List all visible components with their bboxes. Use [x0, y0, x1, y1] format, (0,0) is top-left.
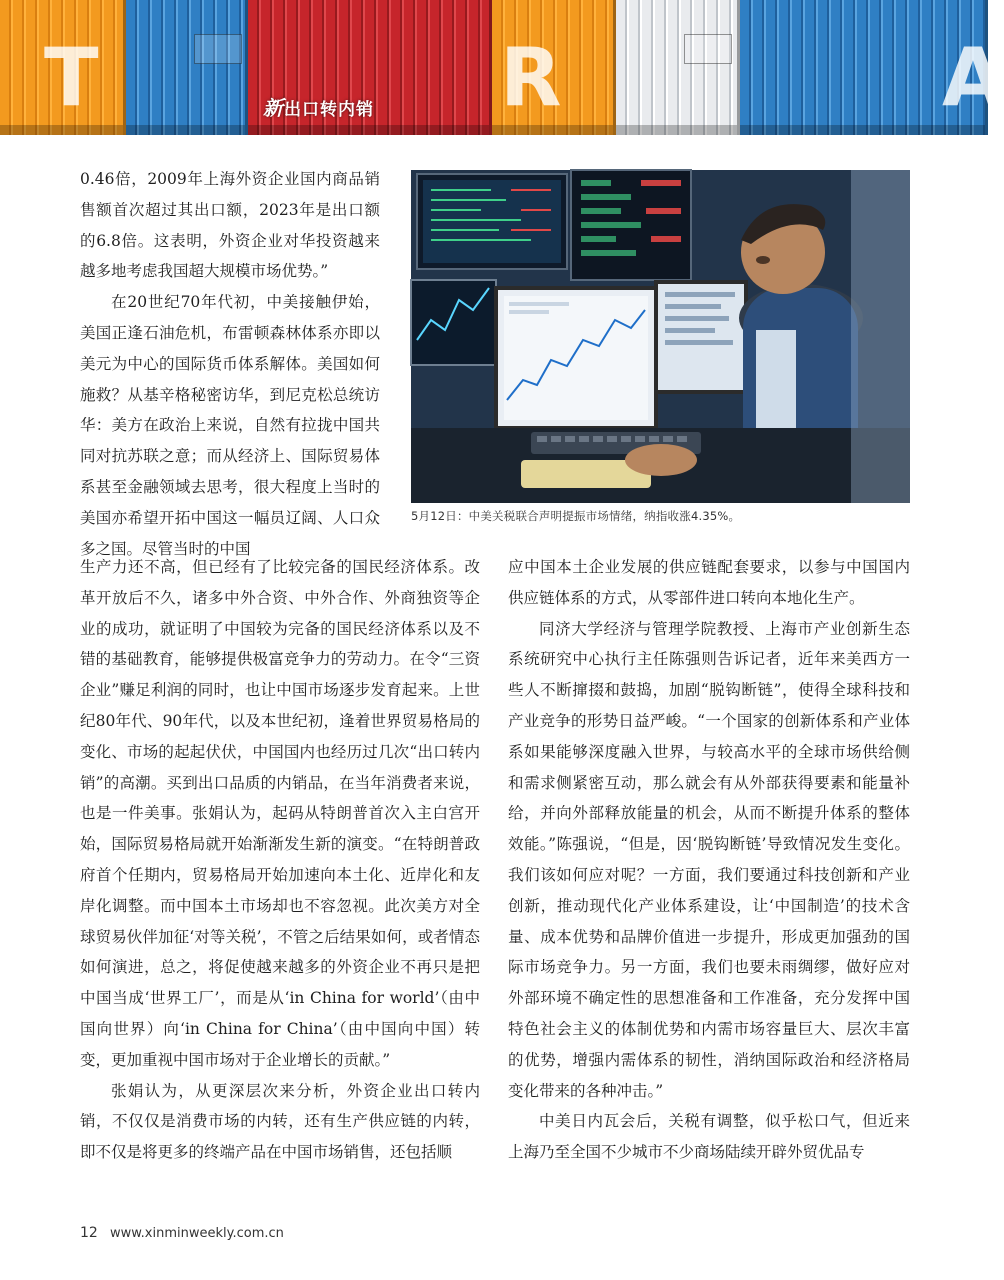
banner-letter: A	[942, 31, 1004, 124]
header-banner	[0, 0, 1004, 135]
section-title	[263, 92, 374, 121]
trader-photo-illustration	[411, 170, 910, 503]
section-prefix: 新	[263, 96, 284, 120]
article-column-right	[508, 552, 910, 1168]
website-link[interactable]: www.xinminweekly.com.cn	[109, 1226, 284, 1241]
paragraph: 生产力还不高，但已经有了比较完备的国民经济体系。改革开放后不久，诸多中外合资、中外合作、外商独资等企业的成功，就证明了中国较为完备的国民经济体系以及不错的基础教育，能够提供极富竞争力的劳动力。在令“三资企业”赚足利润的同时，也让中国市场逐步发育起来。上世纪80年代、90年代，以及本世纪初，逢着世界贸易格局的变化、市场的起起伏伏，中国国内也经历过几次“出口转内销”的高潮。买到出口品质的内销品，在当年消费者来说，也是一件美事。张娟认为，起码从特朗普首次入主白宫开始，国际贸易格局就开始渐渐发生新的演变。“在特朗普政府首个任期内，贸易格局开始加速向本土化、近岸化和友岸化调整。而中国本土市场却也不容忽视。此次美方对全球贸易伙伴加征‘对等关税’，不管之后结果如何，或者情态如何演进，总之，将促使越来越多的外资企业不再只是把中国当成‘世界工厂’，而是从‘in China for world’（由中国向世界）向‘in China for China’（由中国向中国）转变，更加重视中国市场对于企业增长的贡献。”	[80, 558, 480, 1069]
container-plate	[684, 34, 732, 64]
paragraph: 同济大学经济与管理学院教授、上海市产业创新生态系统研究中心执行主任陈强则告诉记者，近年来美西方一些人不断撺掇和鼓捣，加剧“脱钩断链”，使得全球科技和产业竞争的形势日益严峻。“一个国家的创新体系和产业体系如果能够深度融入世界，与较高水平的全球市场供给侧和需求侧紧密互动，那么就会有从外部获得要素和能量补给，并向外部释放能量的机会，从而不断提升体系的整体效能。”陈强说，“但是，因‘脱钩断链’导致情况发生变化。我们该如何应对呢？一方面，我们要通过科技创新和产业创新，推动现代化产业体系建设，让‘中国制造’的技术含量、成本优势和品牌价值进一步提升，形成更加强劲的国际市场竞争力。另一方面，我们也要未雨绸缪，做好应对外部环境不确定性的思想准备和工作准备，充分发挥中国特色社会主义的体制优势和内需市场容量巨大、层次丰富的优势，增强内需体系的韧性，消纳国际政治和经济格局变化带来的各种冲击。”	[508, 619, 910, 1100]
paragraph: 中美日内瓦会后，关税有调整，似乎松口气，但近来上海乃至全国不少城市不少商场陆续开辟外贸优品专	[508, 1112, 910, 1162]
section-title-text: 出口转内销	[284, 100, 374, 120]
paragraph: 在20世纪70年代初，中美接触伊始，美国正逢石油危机，布雷顿森林体系亦即以美元为中心的国际货币体系解体。美国如何施救？从基辛格秘密访华，到尼克松总统访华：美方在政治上来说，自然有拉拢中国共同对抗苏联之意；而从经济上、国际贸易体系甚至金融领域去思考，很大程度上当时的美国亦希望开拓中国这一幅员辽阔、人口众多之国。尽管当时的中国	[80, 293, 380, 558]
container-blue	[126, 0, 248, 135]
article-column-bottom-left	[80, 552, 480, 1168]
container-white	[616, 0, 740, 135]
paragraph: 应中国本土企业发展的供应链配套要求，以参与中国国内供应链体系的方式，从零部件进口转向本地化生产。	[508, 558, 910, 607]
photo-caption: 5月12日：中美关税联合声明提振市场情绪，纳指收涨4.35%。	[411, 509, 741, 523]
trader-photo	[411, 170, 910, 503]
banner-letter: T	[44, 31, 99, 124]
paragraph: 张娟认为，从更深层次来分析，外资企业出口转内销，不仅仅是消费市场的内转，还有生产供应链的内转，即不仅是将更多的终端产品在中国市场销售，还包括顺	[80, 1081, 480, 1162]
page-footer	[80, 1225, 284, 1241]
paragraph: 0.46倍，2009年上海外资企业国内商品销售额首次超过其出口额，2023年是出口额的6.8倍。这表明，外资企业对华投资越来越多地考虑我国超大规模市场优势。”	[80, 170, 380, 281]
page-number: 12	[80, 1225, 98, 1241]
article-column-top-left	[80, 164, 380, 564]
banner-letter: R	[500, 31, 562, 124]
container-plate	[194, 34, 242, 64]
